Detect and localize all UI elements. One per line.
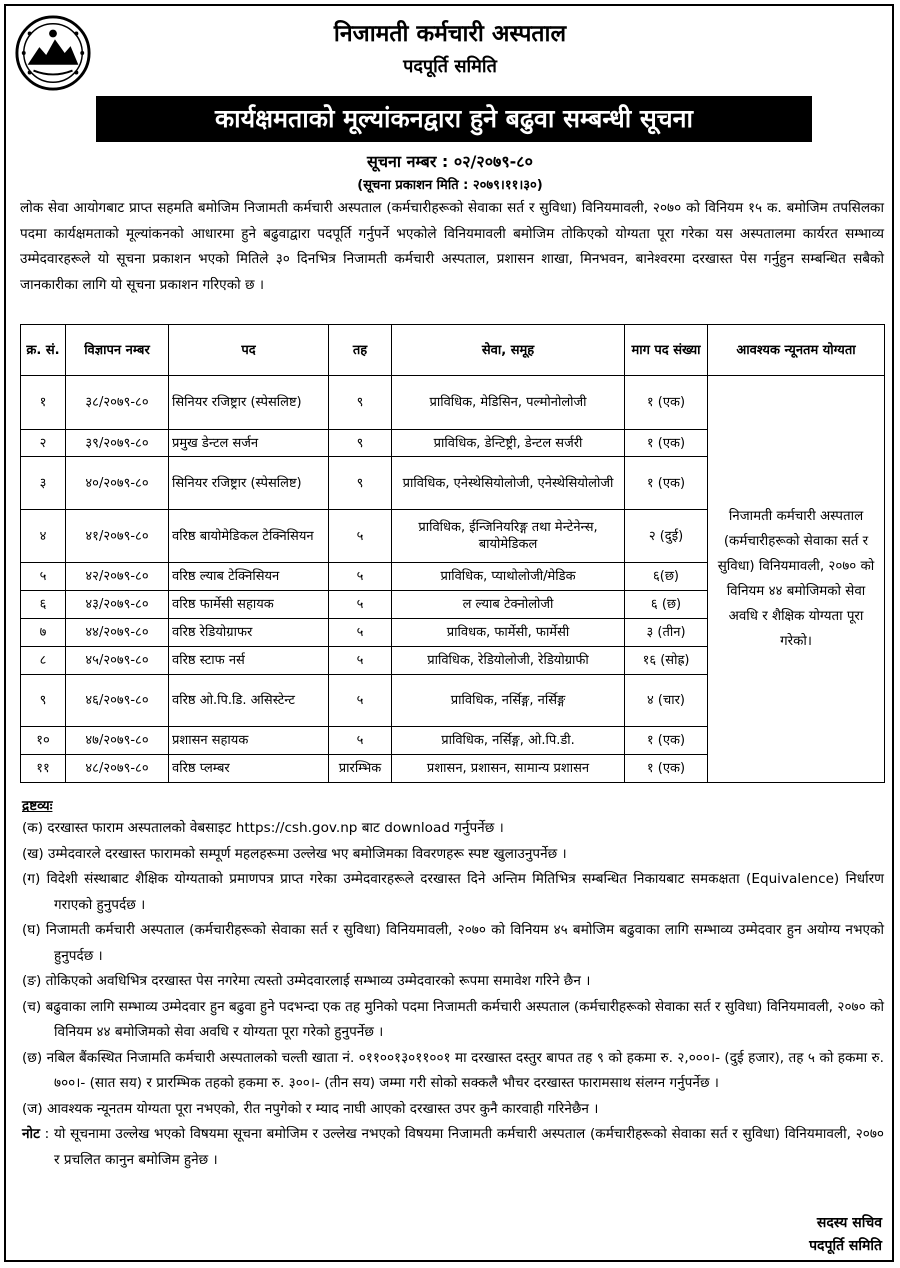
cell-sn: ३	[21, 457, 66, 510]
remark-label: नोट	[22, 1126, 40, 1142]
header-ad-no: विज्ञापन नम्बर	[66, 325, 169, 376]
cell-ad-no: ४०/२०७९-८०	[66, 457, 169, 510]
cell-service: प्राविधिक, मेडिसिन, पल्मोनोलोजी	[392, 376, 625, 430]
cell-demand: १ (एक)	[625, 755, 708, 783]
cell-service: प्राविधिक, नर्सिङ्ग, ओ.पि.डी.	[392, 727, 625, 755]
cell-service: प्राविधिक, डेन्टिष्ट्री, डेन्टल सर्जरी	[392, 430, 625, 457]
header-sn: क्र. सं.	[21, 325, 66, 376]
note-item: (घ) निजामती कर्मचारी अस्पताल (कर्मचारीहरूको सेवाका सर्त र सुविधा) विनियमावली, २०७० को विनियम ४५ बमोजिम बढुवाका लागि सम्भाव्य उम्मेदवार हुन अयोग्य नभएको हुनुपर्दछ ।	[22, 922, 884, 964]
cell-demand: १ (एक)	[625, 727, 708, 755]
notice-title: कार्यक्षमताको मूल्यांकनद्वारा हुने बढुवा सम्बन्धी सूचना	[96, 96, 812, 142]
cell-sn: ८	[21, 647, 66, 675]
cell-level: ५	[329, 591, 392, 619]
publication-date: (सूचना प्रकाशन मिति : २०७९।११।३०)	[357, 178, 543, 193]
note-item: (ख) उम्मेदवारले दरखास्त फारामको सम्पूर्ण महलहरूमा उल्लेख भए बमोजिमका विवरणहरू स्पष्ट खुलाउनुपर्नेछ ।	[22, 845, 567, 862]
cell-qualification: निजामती कर्मचारी अस्पताल (कर्मचारीहरूको सेवाका सर्त र सुविधा) विनियमावली, २०७० को विनियम ४४ बमोजिमको सेवा अवधि र शैक्षिक योग्यता पूरा गरेको।	[708, 376, 885, 783]
organization-name: निजामती कर्मचारी अस्पताल	[333, 21, 567, 47]
cell-service: ल ल्याब टेक्नोलोजी	[392, 591, 625, 619]
table-row	[21, 376, 885, 430]
cell-level: ९	[329, 430, 392, 457]
cell-sn: १०	[21, 727, 66, 755]
header-service: सेवा, समूह	[392, 325, 625, 376]
cell-sn: ७	[21, 619, 66, 647]
cell-ad-no: ४६/२०७९-८०	[66, 675, 169, 727]
cell-ad-no: ४७/२०७९-८०	[66, 727, 169, 755]
notes-section	[22, 796, 884, 1173]
header-level: तह	[329, 325, 392, 376]
cell-sn: ५	[21, 563, 66, 591]
cell-post: वरिष्ठ प्लम्बर	[169, 755, 329, 783]
cell-post: वरिष्ठ बायोमेडिकल टेक्निसियन	[169, 510, 329, 563]
cell-post: सिनियर रजिष्ट्रार (स्पेसलिष्ट)	[169, 457, 329, 510]
cell-level: ९	[329, 457, 392, 510]
cell-demand: १ (एक)	[625, 376, 708, 430]
cell-sn: १	[21, 376, 66, 430]
cell-post: वरिष्ठ फार्मेसी सहायक	[169, 591, 329, 619]
cell-sn: ११	[21, 755, 66, 783]
cell-service: प्राविधिक, ईन्जिनियरिङ्ग तथा मेन्टेनेन्स, बायोमेडिकल	[392, 510, 625, 563]
notice-number: सूचना नम्बर : ०२/२०७९-८०	[367, 152, 533, 171]
cell-post: प्रमुख डेन्टल सर्जन	[169, 430, 329, 457]
cell-demand: १ (एक)	[625, 457, 708, 510]
remark-note	[22, 1122, 884, 1173]
cell-demand: ४ (चार)	[625, 675, 708, 727]
table-header-row	[21, 325, 885, 376]
cell-post: प्रशासन सहायक	[169, 727, 329, 755]
cell-level: ५	[329, 619, 392, 647]
header-post: पद	[169, 325, 329, 376]
cell-post: वरिष्ठ स्टाफ नर्स	[169, 647, 329, 675]
note-item: (क) दरखास्त फाराम अस्पतालको वेबसाइट https://csh.gov.np बाट download गर्नुपर्नेछ ।	[22, 820, 504, 836]
cell-level: ५	[329, 510, 392, 563]
cell-level: ५	[329, 647, 392, 675]
cell-sn: ९	[21, 675, 66, 727]
cell-post: वरिष्ठ रेडियोग्राफर	[169, 619, 329, 647]
cell-service: प्राविधिक, प्याथोलोजी/मेडिक	[392, 563, 625, 591]
committee-name: पदपूर्ति समिति	[403, 56, 497, 77]
cell-ad-no: ४१/२०७९-८०	[66, 510, 169, 563]
cell-ad-no: ४३/२०७९-८०	[66, 591, 169, 619]
cell-demand: ३ (तीन)	[625, 619, 708, 647]
cell-sn: ६	[21, 591, 66, 619]
cell-demand: २ (दुई)	[625, 510, 708, 563]
cell-post: सिनियर रजिष्ट्रार (स्पेसलिष्ट)	[169, 376, 329, 430]
note-item: (च) बढुवाका लागि सम्भाव्य उम्मेदवार हुन बढुवा हुने पदभन्दा एक तह मुनिको पदमा निजामती कर्मचारी अस्पताल (कर्मचारीहरूको सेवाका सर्त र सुविधा) विनियमावली, २०७० को विनियम ४४ बमोजिमको सेवा अवधि र योग्यता पूरा गरेको हुनुपर्नेछ ।	[22, 998, 884, 1040]
cell-service: प्राविधिक, एनेस्थेसियोलोजी, एनेस्थेसियोलोजी	[392, 457, 625, 510]
cell-service: प्रशासन, प्रशासन, सामान्य प्रशासन	[392, 755, 625, 783]
notes-title: द्रष्टव्यः	[22, 798, 53, 814]
signatory-role: सदस्य सचिव	[816, 1215, 882, 1231]
cell-demand: १६ (सोह्र)	[625, 647, 708, 675]
header-qualification: आवश्यक न्यूनतम योग्यता	[708, 325, 885, 376]
cell-ad-no: ३८/२०७९-८०	[66, 376, 169, 430]
cell-service: प्राविधिक, नर्सिङ्ग, नर्सिङ्ग	[392, 675, 625, 727]
signatory-committee: पदपूर्ति समिति	[809, 1238, 882, 1254]
cell-post: वरिष्ठ ओ.पि.डि. असिस्टेन्ट	[169, 675, 329, 727]
cell-level: ५	[329, 727, 392, 755]
note-item: (ग) विदेशी संस्थाबाट शैक्षिक योग्यताको प्रमाणपत्र प्राप्त गरेका उम्मेदवारहरूले दरखास्त दिने अन्तिम मितिभित्र सम्बन्धित निकायबाट समकक्षता (Equivalence) निर्धारण गराएको हुनुपर्दछ ।	[22, 871, 884, 913]
cell-demand: ६(छ)	[625, 563, 708, 591]
cell-level: प्रारम्भिक	[329, 755, 392, 783]
cell-level: ५	[329, 675, 392, 727]
vacancy-table	[20, 324, 885, 783]
cell-service: प्राविधिक, रेडियोलोजी, रेडियोग्राफी	[392, 647, 625, 675]
cell-ad-no: ४८/२०७९-८०	[66, 755, 169, 783]
remark-text: : यो सूचनामा उल्लेख भएको विषयमा सूचना बमोजिम र उल्लेख नभएको विषयमा निजामती कर्मचारी अस्पताल (कर्मचारीहरूको सेवाका सर्त र सुविधा) विनियमावली, २०७० र प्रचलित कानुन बमोजिम हुनेछ ।	[44, 1126, 885, 1168]
note-item: (ङ) तोकिएको अवधिभित्र दरखास्त पेस नगरेमा त्यस्तो उम्मेदवारलाई सम्भाव्य उम्मेदवारको रूपमा समावेश गरिने छैन ।	[22, 973, 591, 989]
cell-post: वरिष्ठ ल्याब टेक्निसियन	[169, 563, 329, 591]
cell-demand: ६ (छ)	[625, 591, 708, 619]
note-item: (छ) नबिल बैंकस्थित निजामति कर्मचारी अस्पतालको चल्ती खाता नं. ०११००१३०११००१ मा दरखास्त दस्तुर बापत तह ९ को हकमा रु. २,०००।- (दुई हजार), तह ५ को हकमा रु. ७००।- (सात सय) र प्रारम्भिक तहको हकमा रु. ३००।- (तीन सय) जम्मा गरी सोको सक्कलै भौचर दरखास्त फारामसाथ संलग्न गर्नुपर्नेछ ।	[22, 1049, 884, 1091]
cell-ad-no: ३९/२०७९-८०	[66, 430, 169, 457]
note-item: (ज) आवश्यक न्यूनतम योग्यता पूरा नभएको, रीत नपुगेको र म्याद नाघी आएको दरखास्त उपर कुनै कारवाही गरिनेछैन ।	[22, 1100, 599, 1117]
intro-paragraph: लोक सेवा आयोगबाट प्राप्त सहमति बमोजिम निजामती कर्मचारी अस्पताल (कर्मचारीहरूको सेवाका सर्त र सुविधा) विनियमावली, २०७० को विनियम १५ क. बमोजिम तपसिलका पदमा कार्यक्षमताको मूल्यांकनको आधारमा हुने बढुवाद्वारा पदपूर्ति गर्नुपर्ने भएकोले विनियमावली बमोजिम तोकिएको योग्यता पूरा गरेका यस अस्पतालमा कार्यरत सम्भाव्य उम्मेदवारहरूले यो सूचना प्रकाशन भएको मितिले ३० दिनभित्र निजामती कर्मचारी अस्पताल, प्रशासन शाखा, मिनभवन, बानेश्वरमा दरखास्त पेस गर्नुहुन सम्बन्धित सबैको जानकारीका लागि यो सूचना प्रकाशन गरिएको छ ।	[20, 200, 884, 293]
cell-demand: १ (एक)	[625, 430, 708, 457]
cell-ad-no: ४२/२०७९-८०	[66, 563, 169, 591]
cell-service: प्राविधक, फार्मेसी, फार्मेसी	[392, 619, 625, 647]
cell-level: ५	[329, 563, 392, 591]
header-demand: माग पद संख्या	[625, 325, 708, 376]
cell-sn: ४	[21, 510, 66, 563]
cell-ad-no: ४४/२०७९-८०	[66, 619, 169, 647]
cell-level: ९	[329, 376, 392, 430]
cell-sn: २	[21, 430, 66, 457]
cell-ad-no: ४५/२०७९-८०	[66, 647, 169, 675]
